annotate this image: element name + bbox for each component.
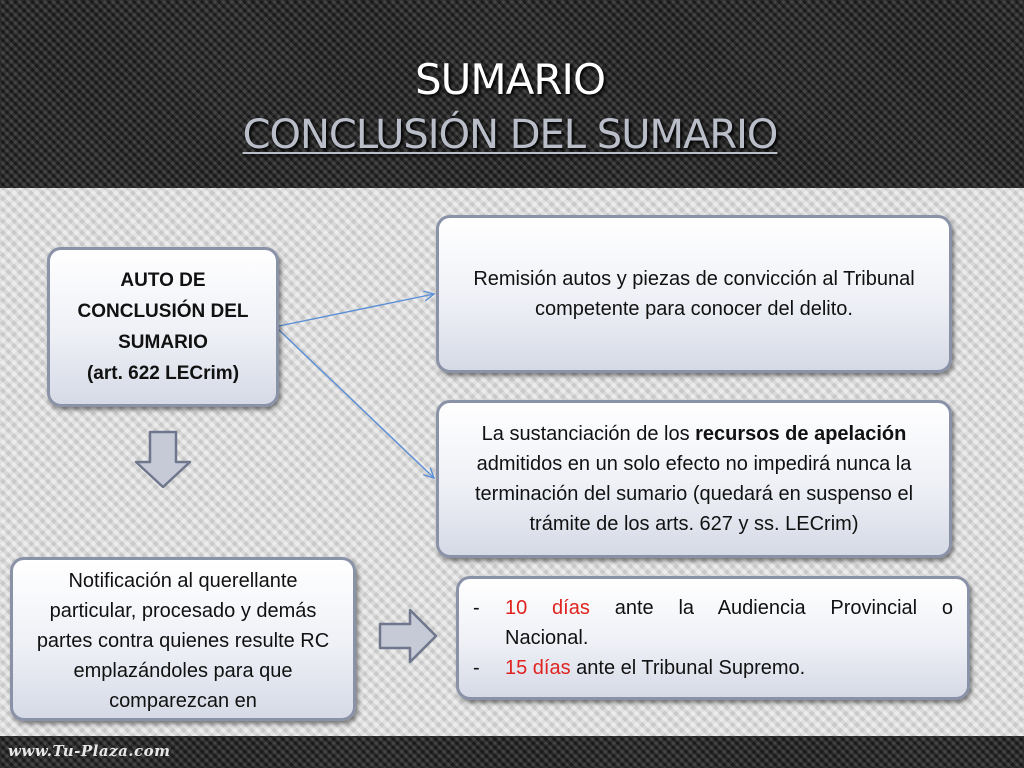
auto-conclusion-box [47,247,279,407]
notificacion-text: Notificación al querellante particular, procesado y demás partes contra quienes resulte RC emplazándoles para que comparezcan en [36,570,330,712]
list-dash: - [473,597,480,619]
plazos-list [473,593,953,683]
plazo-rest-a: ante la Audiencia Provincial o [614,597,954,619]
plazo-rest: ante el Tribunal Supremo. [570,657,806,679]
plazo-item [473,593,953,653]
plazo-rest-b: Nacional. [505,627,589,649]
sustanciacion-suffix: admitidos en un solo efecto no impedirá nunca la terminación del sumario (quedará en suspenso el trámite de los arts. 627 y ss. LECrim) [474,453,914,535]
plazos-box [456,576,970,700]
remision-text: Remisión autos y piezas de convicción al Tribunal competente para conocer del delito. [473,268,915,320]
list-dash: - [473,657,480,679]
site-watermark: www.Tu-Plaza.com [8,742,171,760]
remision-box [436,215,952,373]
auto-line-3: SUMARIO [118,332,208,353]
plazo-highlight: 10 días [505,597,590,619]
auto-line-2: CONCLUSIÓN DEL [77,301,249,322]
sustanciacion-text [447,419,941,539]
slide-subtitle: CONCLUSIÓN DEL SUMARIO [242,112,778,158]
auto-line-1: AUTO DE [120,270,206,291]
sustanciacion-box [436,400,952,558]
auto-line-4: (art. 622 LECrim) [86,363,240,384]
slide-title: SUMARIO [415,55,605,104]
notificacion-box [10,557,356,721]
plazo-highlight: 15 días [505,657,571,679]
sustanciacion-prefix: La sustanciación de los [481,423,696,445]
plazo-item [473,653,953,683]
plazo-line [505,593,953,623]
sustanciacion-bold: recursos de apelación [695,423,907,445]
